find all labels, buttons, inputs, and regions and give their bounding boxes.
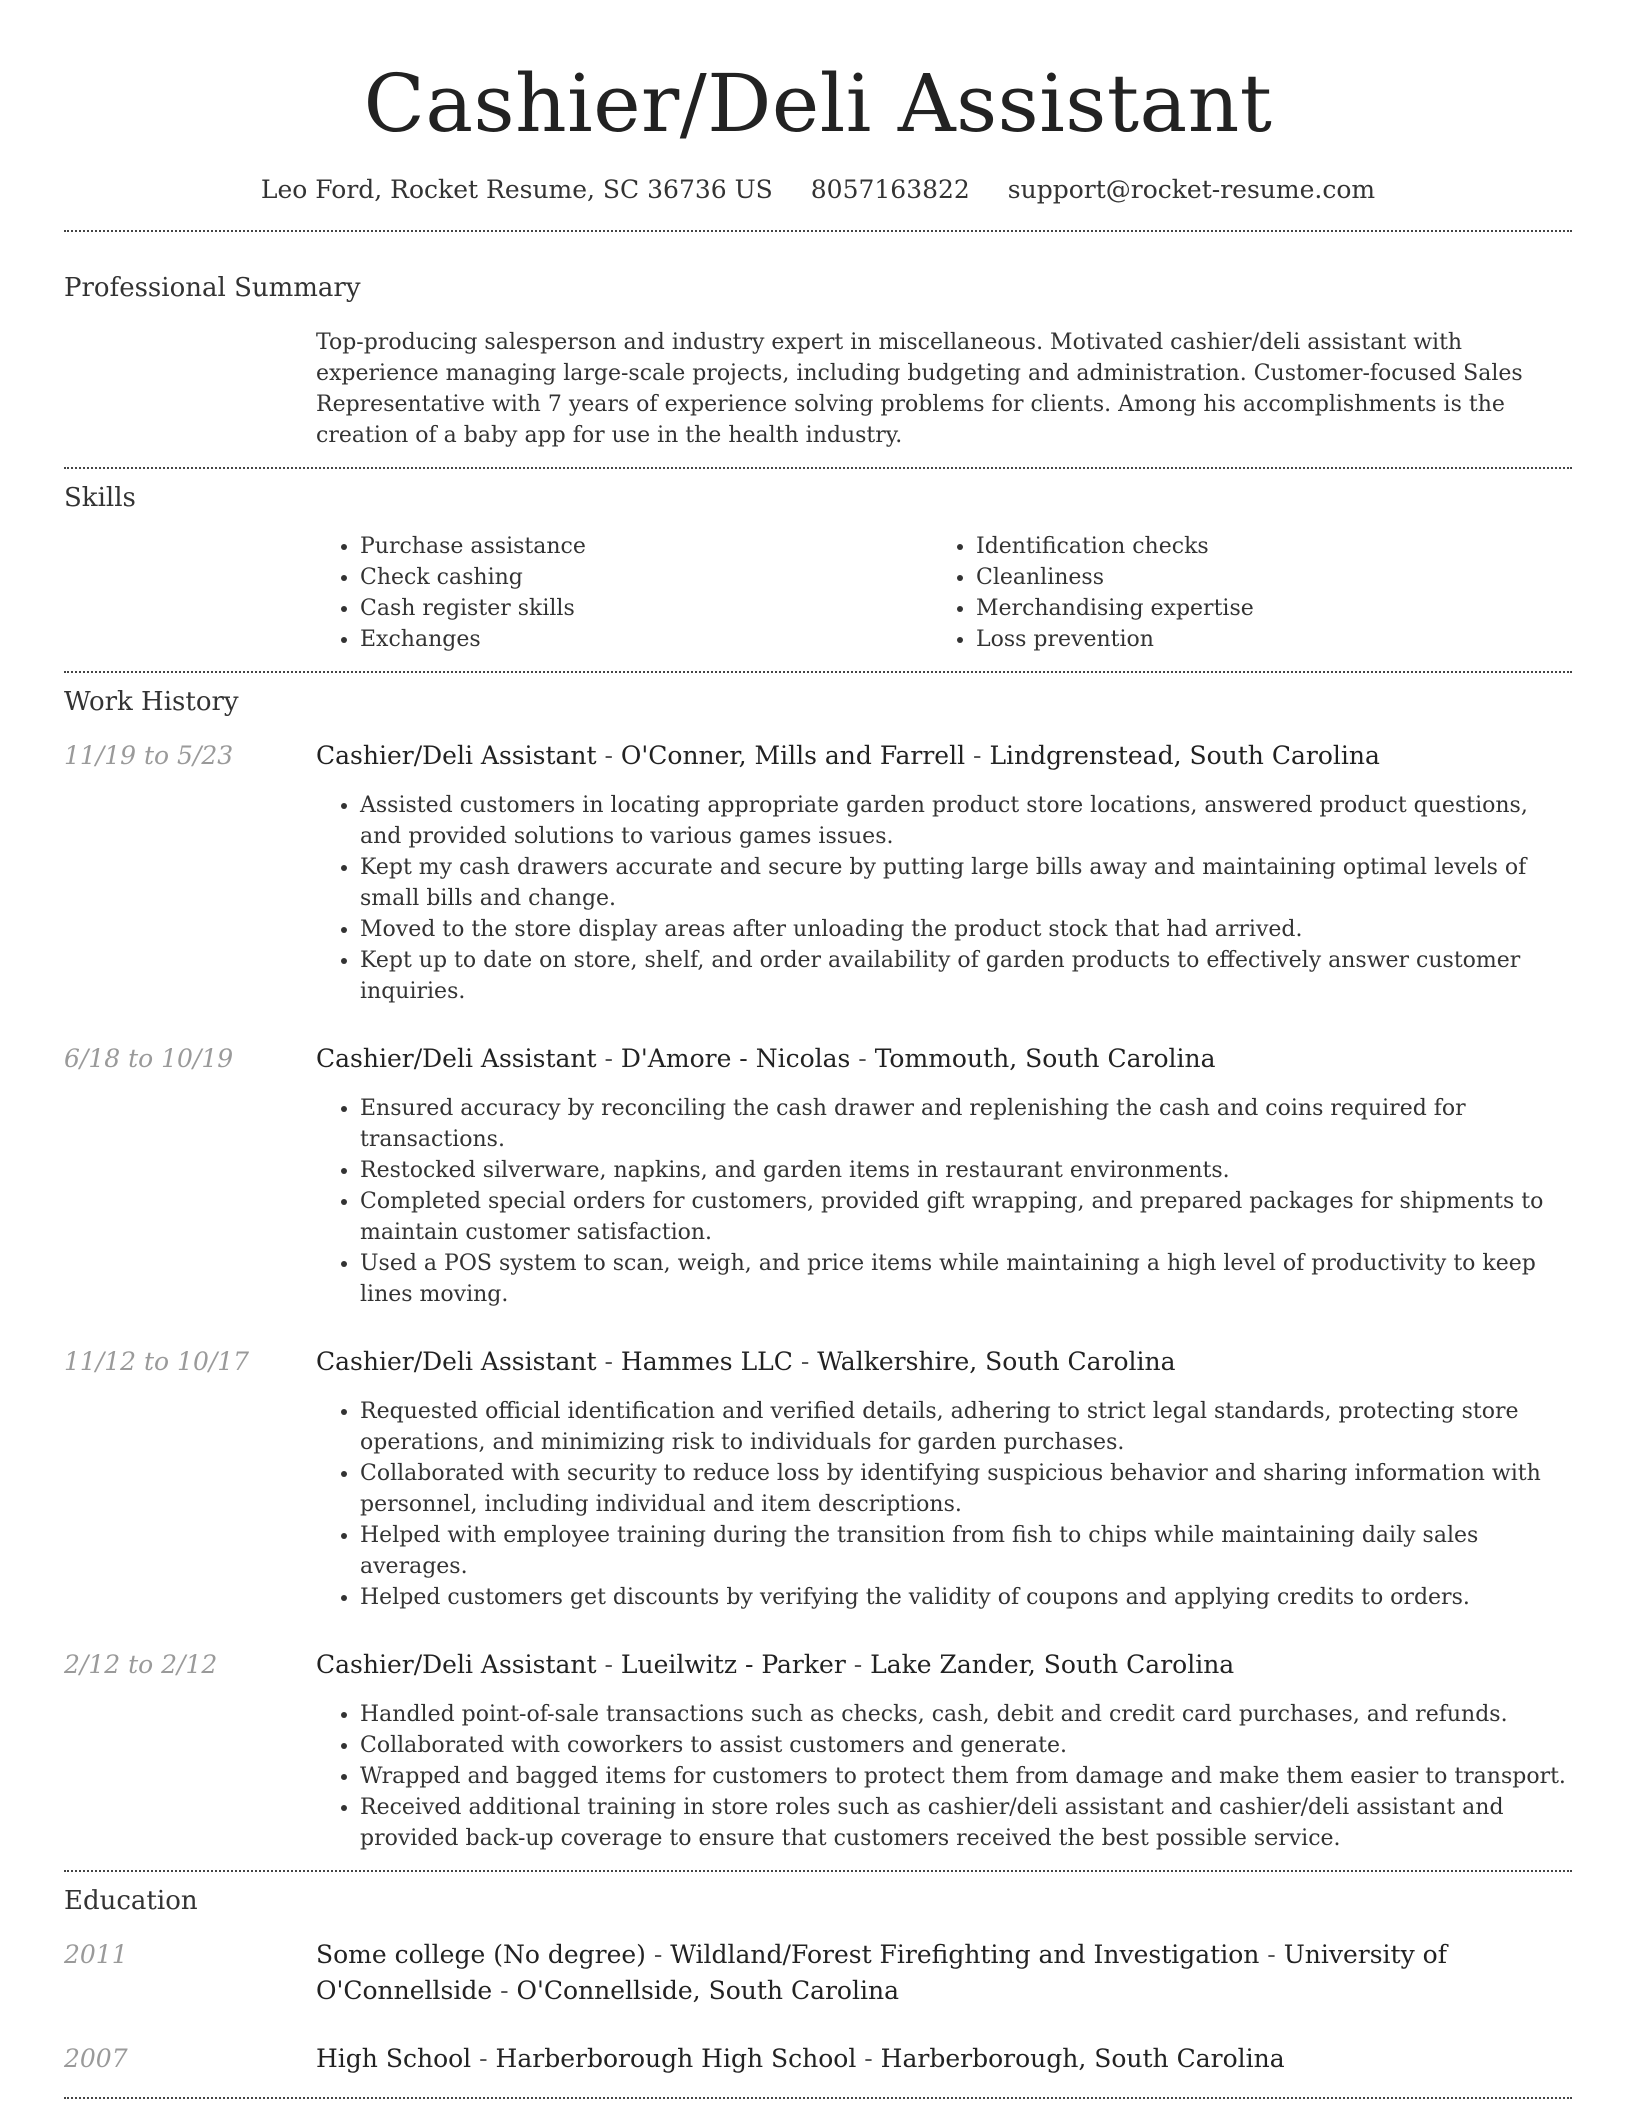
job-bullet: • Assisted customers in locating appropriate garden product store locations, answered product questions, and provided solutions to various games issues. bbox=[360, 790, 1572, 852]
job-bullet: • Restocked silverware, napkins, and garden items in restaurant environments. bbox=[360, 1155, 1572, 1186]
separator: - bbox=[645, 1940, 671, 1969]
job-location: Lake Zander, South Carolina bbox=[870, 1650, 1235, 1679]
separator: - bbox=[856, 2044, 881, 2073]
job-title bbox=[316, 1041, 1572, 1077]
job-bullet: • Handled point-of-sale transactions such as checks, cash, debit and credit card purchases, and refunds. bbox=[360, 1699, 1572, 1730]
job-entry bbox=[64, 1041, 1572, 1310]
job-bullets bbox=[316, 790, 1572, 1007]
job-entry bbox=[64, 1647, 1572, 1854]
education-title bbox=[316, 2041, 1572, 2077]
skill-item: • Identification checks bbox=[976, 531, 1548, 562]
education-title bbox=[316, 1937, 1572, 2009]
separator: - bbox=[596, 1044, 621, 1073]
skill-item: • Loss prevention bbox=[976, 624, 1548, 655]
education-location: Harberborough, South Carolina bbox=[880, 2044, 1285, 2073]
job-bullet: • Completed special orders for customers, provided gift wrapping, and prepared packages for shipments to maintain customer satisfaction. bbox=[360, 1186, 1572, 1248]
resume-page bbox=[64, 0, 1572, 2099]
separator: - bbox=[850, 1044, 875, 1073]
job-bullet: • Kept up to date on store, shelf, and order availability of garden products to effectively answer customer inquiries. bbox=[360, 945, 1572, 1007]
separator: - bbox=[596, 741, 621, 770]
contact-address: Leo Ford, Rocket Resume, SC 36736 US bbox=[260, 175, 773, 204]
job-bullets bbox=[316, 1396, 1572, 1613]
job-title bbox=[316, 738, 1572, 774]
job-dates: 11/19 to 5/23 bbox=[64, 741, 234, 770]
education-field: Wildland/Forest Firefighting and Investigation bbox=[670, 1940, 1260, 1969]
job-location: Walkershire, South Carolina bbox=[817, 1347, 1176, 1376]
job-body bbox=[316, 1344, 1572, 1613]
divider bbox=[64, 2097, 1572, 2099]
education-year: 2011 bbox=[64, 1940, 128, 1969]
education-entry bbox=[64, 2041, 1572, 2077]
education-school: Harberborough High School bbox=[495, 2044, 857, 2073]
separator: - bbox=[596, 1347, 621, 1376]
job-title bbox=[316, 1344, 1572, 1380]
job-location: Lindgrenstead, South Carolina bbox=[989, 741, 1380, 770]
divider bbox=[64, 1870, 1572, 1872]
job-bullet: • Kept my cash drawers accurate and secure by putting large bills away and maintaining optimal levels of small bills and change. bbox=[360, 852, 1572, 914]
section-title-skills: Skills bbox=[64, 483, 136, 513]
education-year: 2007 bbox=[64, 2044, 128, 2073]
job-bullet: • Moved to the store display areas after unloading the product stock that had arrived. bbox=[360, 914, 1572, 945]
job-bullet: • Requested official identification and verified details, adhering to strict legal standards, protecting store operations, and minimizing risk to individuals for garden purchases. bbox=[360, 1396, 1572, 1458]
job-bullet: • Ensured accuracy by reconciling the cash drawer and replenishing the cash and coins required for transactions. bbox=[360, 1093, 1572, 1155]
divider bbox=[64, 671, 1572, 673]
education-degree: Some college (No degree) bbox=[316, 1940, 646, 1969]
skill-item: • Exchanges bbox=[360, 624, 932, 655]
job-role: Cashier/Deli Assistant bbox=[316, 1044, 597, 1073]
job-title bbox=[316, 1647, 1572, 1683]
education-location: O'Connellside, South Carolina bbox=[516, 1976, 899, 2005]
divider bbox=[64, 230, 1572, 232]
section-title-work: Work History bbox=[64, 687, 239, 717]
job-dates: 6/18 to 10/19 bbox=[64, 1044, 234, 1073]
job-bullet: • Received additional training in store roles such as cashier/deli assistant and cashier/deli assistant and provided back-up coverage to ensure that customers received the best possible service. bbox=[360, 1792, 1572, 1854]
candidate-title: Cashier/Deli Assistant bbox=[363, 57, 1273, 150]
education-body bbox=[316, 1937, 1572, 2009]
job-bullet: • Helped customers get discounts by verifying the validity of coupons and applying credits to orders. bbox=[360, 1582, 1572, 1613]
job-bullet: • Wrapped and bagged items for customers to protect them from damage and make them easier to transport. bbox=[360, 1761, 1572, 1792]
contact-email[interactable]: support@rocket-resume.com bbox=[1007, 175, 1376, 204]
contact-line bbox=[64, 170, 1572, 210]
separator: - bbox=[471, 2044, 496, 2073]
job-bullet: • Used a POS system to scan, weigh, and price items while maintaining a high level of productivity to keep lines moving. bbox=[360, 1248, 1572, 1310]
job-body bbox=[316, 1041, 1572, 1310]
job-role: Cashier/Deli Assistant bbox=[316, 741, 597, 770]
skill-item: • Cleanliness bbox=[976, 562, 1548, 593]
job-bullet: • Collaborated with coworkers to assist customers and generate. bbox=[360, 1730, 1572, 1761]
job-location: Tommouth, South Carolina bbox=[874, 1044, 1216, 1073]
divider bbox=[64, 467, 1572, 469]
education-degree: High School bbox=[316, 2044, 472, 2073]
job-company: O'Conner, Mills and Farrell bbox=[620, 741, 966, 770]
separator: - bbox=[845, 1650, 871, 1679]
job-entry bbox=[64, 738, 1572, 1007]
skills-column-left bbox=[316, 531, 932, 655]
skills-column-right bbox=[932, 531, 1548, 655]
contact-phone: 8057163822 bbox=[810, 175, 970, 204]
job-company: D'Amore - Nicolas bbox=[620, 1044, 851, 1073]
separator: - bbox=[965, 741, 990, 770]
skill-item: • Cash register skills bbox=[360, 593, 932, 624]
separator: - bbox=[492, 1976, 517, 2005]
education-entry bbox=[64, 1937, 1572, 2009]
job-bullets bbox=[316, 1699, 1572, 1854]
skills-list bbox=[316, 531, 1572, 655]
job-bullet: • Helped with employee training during the transition from fish to chips while maintaining daily sales averages. bbox=[360, 1520, 1572, 1582]
separator: - bbox=[792, 1347, 818, 1376]
education-body bbox=[316, 2041, 1572, 2077]
skill-item: • Check cashing bbox=[360, 562, 932, 593]
skill-item: • Merchandising expertise bbox=[976, 593, 1548, 624]
job-company: Hammes LLC bbox=[620, 1347, 793, 1376]
job-role: Cashier/Deli Assistant bbox=[316, 1347, 597, 1376]
education-school: University of O'Connellside bbox=[316, 1940, 1447, 2005]
summary-text: Top-producing salesperson and industry expert in miscellaneous. Motivated cashier/deli assistant with experience managing large-scale projects, including budgeting and administration. Customer-focused Sales Representative with 7 years of experience solving problems for clients. Among his accomplishments is the creation of a baby app for use in the health industry. bbox=[316, 330, 1523, 448]
section-title-summary: Professional Summary bbox=[64, 273, 361, 303]
job-dates: 11/12 to 10/17 bbox=[64, 1347, 250, 1376]
separator: - bbox=[596, 1650, 621, 1679]
job-body bbox=[316, 738, 1572, 1007]
skill-item: • Purchase assistance bbox=[360, 531, 932, 562]
job-bullet: • Collaborated with security to reduce loss by identifying suspicious behavior and sharing information with personnel, including individual and item descriptions. bbox=[360, 1458, 1572, 1520]
job-entry bbox=[64, 1344, 1572, 1613]
job-bullets bbox=[316, 1093, 1572, 1310]
section-title-education: Education bbox=[64, 1886, 198, 1916]
job-dates: 2/12 to 2/12 bbox=[64, 1650, 218, 1679]
job-role: Cashier/Deli Assistant bbox=[316, 1650, 597, 1679]
job-body bbox=[316, 1647, 1572, 1854]
job-company: Lueilwitz - Parker bbox=[620, 1650, 846, 1679]
separator: - bbox=[1259, 1940, 1284, 1969]
